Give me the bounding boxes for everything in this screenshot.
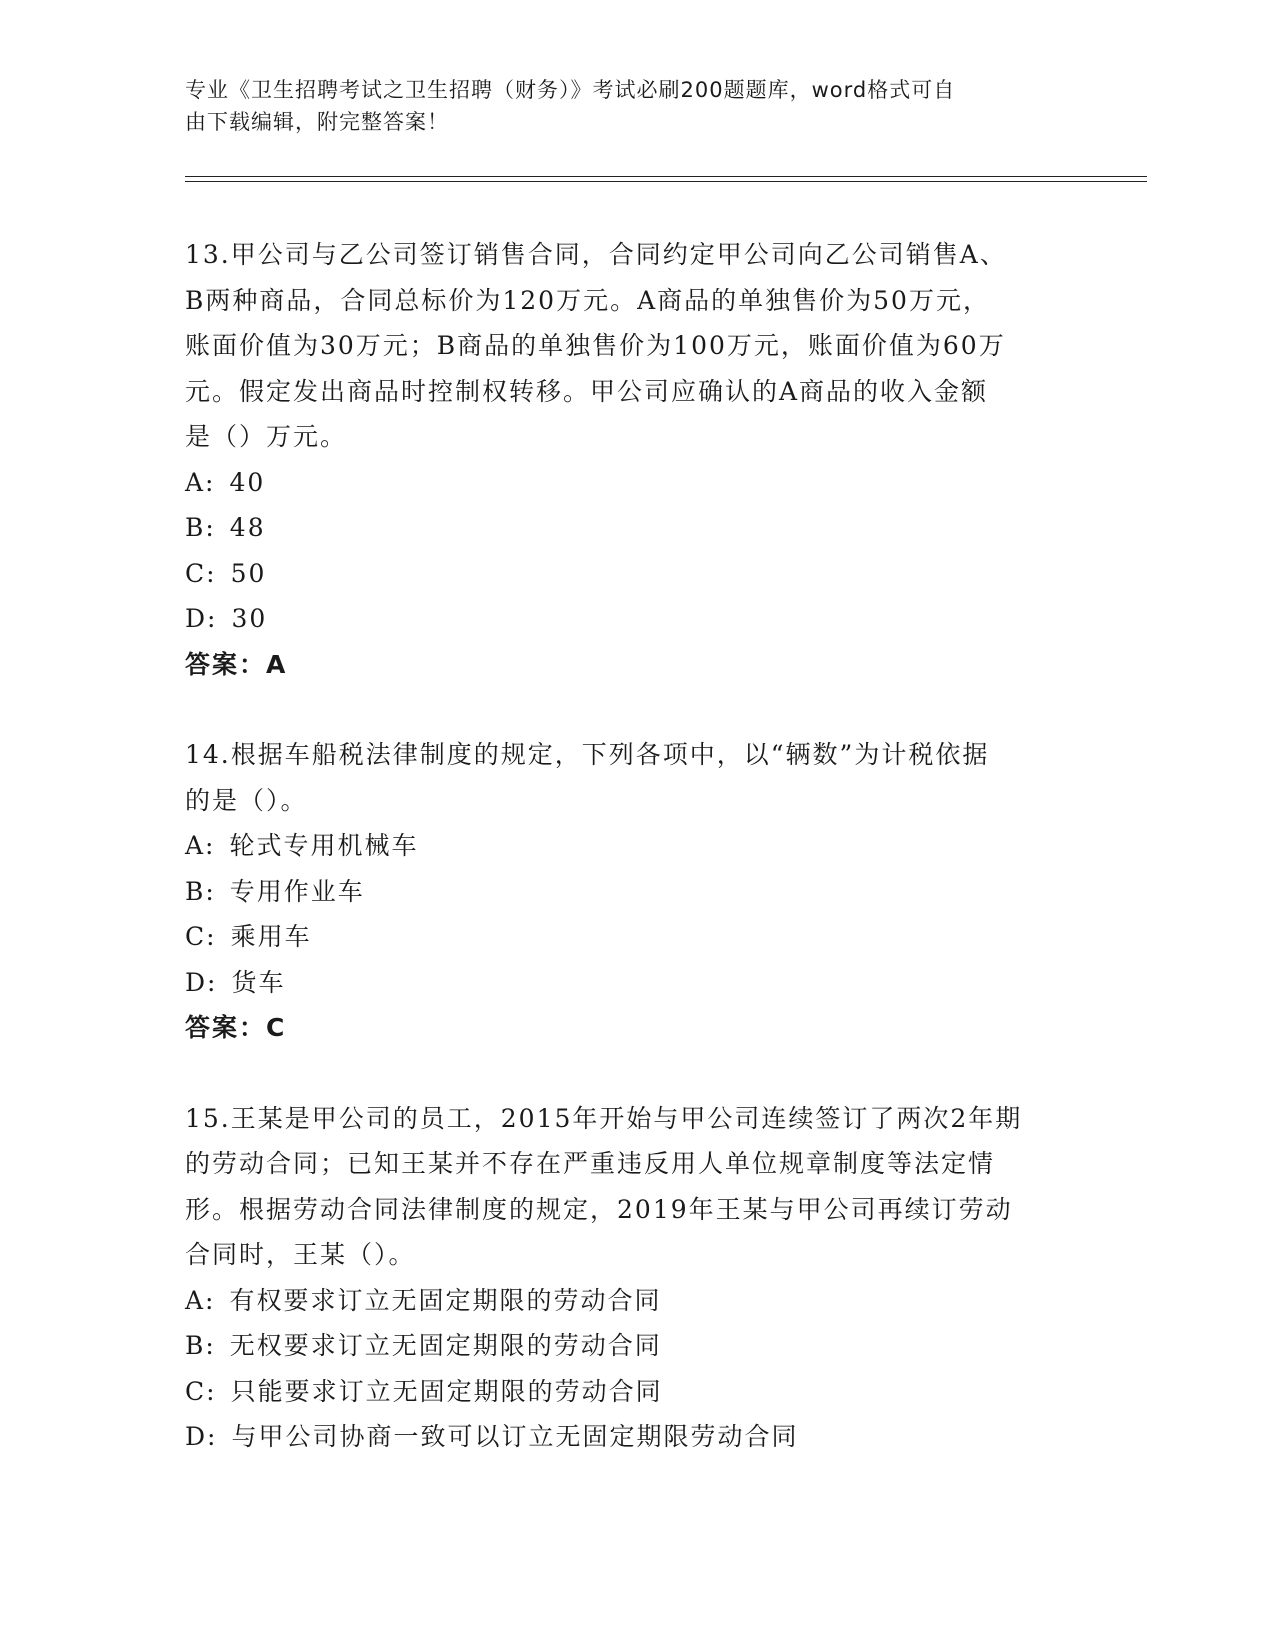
option-letter: C: [185, 1376, 217, 1406]
option-d [185, 1414, 1085, 1460]
option-c [185, 914, 1085, 960]
option-a [185, 823, 1085, 869]
question-spacer [185, 1051, 1085, 1096]
option-letter: D: [185, 967, 218, 997]
option-a [185, 460, 1085, 506]
option-letter: B: [185, 513, 216, 542]
question-stem-line: 15.王某是甲公司的员工，2015年开始与甲公司连续签订了两次2年期 [185, 1103, 1023, 1133]
question-spacer [185, 687, 1085, 732]
question-stem-line: 13.甲公司与乙公司签订销售合同，合同约定甲公司向乙公司销售A、 [185, 240, 1007, 269]
option-letter: B: [185, 876, 216, 906]
question-stem-line: B两种商品，合同总标价为120万元。A商品的单独售价为50万元， [185, 285, 990, 315]
option-text: 轮式专用机械车 [229, 831, 419, 860]
option-letter: D: [185, 1422, 218, 1451]
option-b [185, 1323, 1085, 1369]
question-stem-line: 是（）万元。 [185, 422, 348, 451]
intro-line-2: 由下载编辑，附完整答案！ [185, 110, 449, 134]
option-text: 与甲公司协商一致可以订立无固定期限劳动合同 [231, 1422, 799, 1451]
option-letter: D: [185, 604, 218, 633]
option-a [185, 1278, 1085, 1324]
option-letter: A: [185, 467, 216, 497]
question-15 [185, 1096, 1085, 1460]
intro-line-1: 专业《卫生招聘考试之卫生招聘（财务）》考试必刷200题题库，word格式可自 [185, 78, 956, 102]
option-d [185, 960, 1085, 1006]
question-list [185, 232, 1085, 1460]
header-divider-top [185, 176, 1147, 177]
header-divider-bottom [185, 181, 1147, 182]
question-stem-line: 合同时，王某（）。 [185, 1240, 416, 1269]
question-stem-line: 的劳动合同；已知王某并不存在严重违反用人单位规章制度等法定情 [185, 1149, 996, 1178]
question-stem-line: 14.根据车船税法律制度的规定，下列各项中，以“辆数”为计税依据 [185, 740, 990, 769]
question-stem-line: 元。假定发出商品时控制权转移。甲公司应确认的A商品的收入金额 [185, 376, 989, 406]
option-text: 乘用车 [230, 922, 312, 951]
question-stem-line: 账面价值为30万元；B商品的单独售价为100万元，账面价值为60万 [185, 331, 1006, 360]
option-text: 有权要求订立无固定期限的劳动合同 [229, 1285, 662, 1315]
option-b [185, 505, 1085, 551]
option-text: 48 [229, 513, 266, 542]
option-c [185, 1369, 1085, 1415]
question-stem-line: 的是（）。 [185, 785, 308, 815]
option-text: 专用作业车 [229, 876, 365, 906]
option-letter: C: [185, 558, 217, 588]
question-13 [185, 232, 1085, 687]
option-b [185, 869, 1085, 915]
option-c [185, 551, 1085, 597]
option-text: 货车 [231, 967, 286, 997]
option-d [185, 596, 1085, 642]
question-stem-line: 形。根据劳动合同法律制度的规定，2019年王某与甲公司再续订劳动 [185, 1194, 1013, 1224]
option-letter: C: [185, 922, 217, 951]
option-text: 30 [231, 604, 268, 633]
option-text: 40 [229, 467, 266, 497]
option-text: 只能要求订立无固定期限的劳动合同 [230, 1376, 663, 1406]
option-letter: A: [185, 831, 216, 860]
question-14 [185, 732, 1085, 1051]
answer-line: 答案：A [185, 649, 288, 679]
option-letter: A: [185, 1285, 216, 1315]
option-letter: B: [185, 1331, 216, 1360]
option-text: 50 [230, 558, 267, 588]
answer-line: 答案：C [185, 1013, 287, 1042]
option-text: 无权要求订立无固定期限的劳动合同 [229, 1331, 662, 1360]
document-intro [185, 74, 1065, 138]
